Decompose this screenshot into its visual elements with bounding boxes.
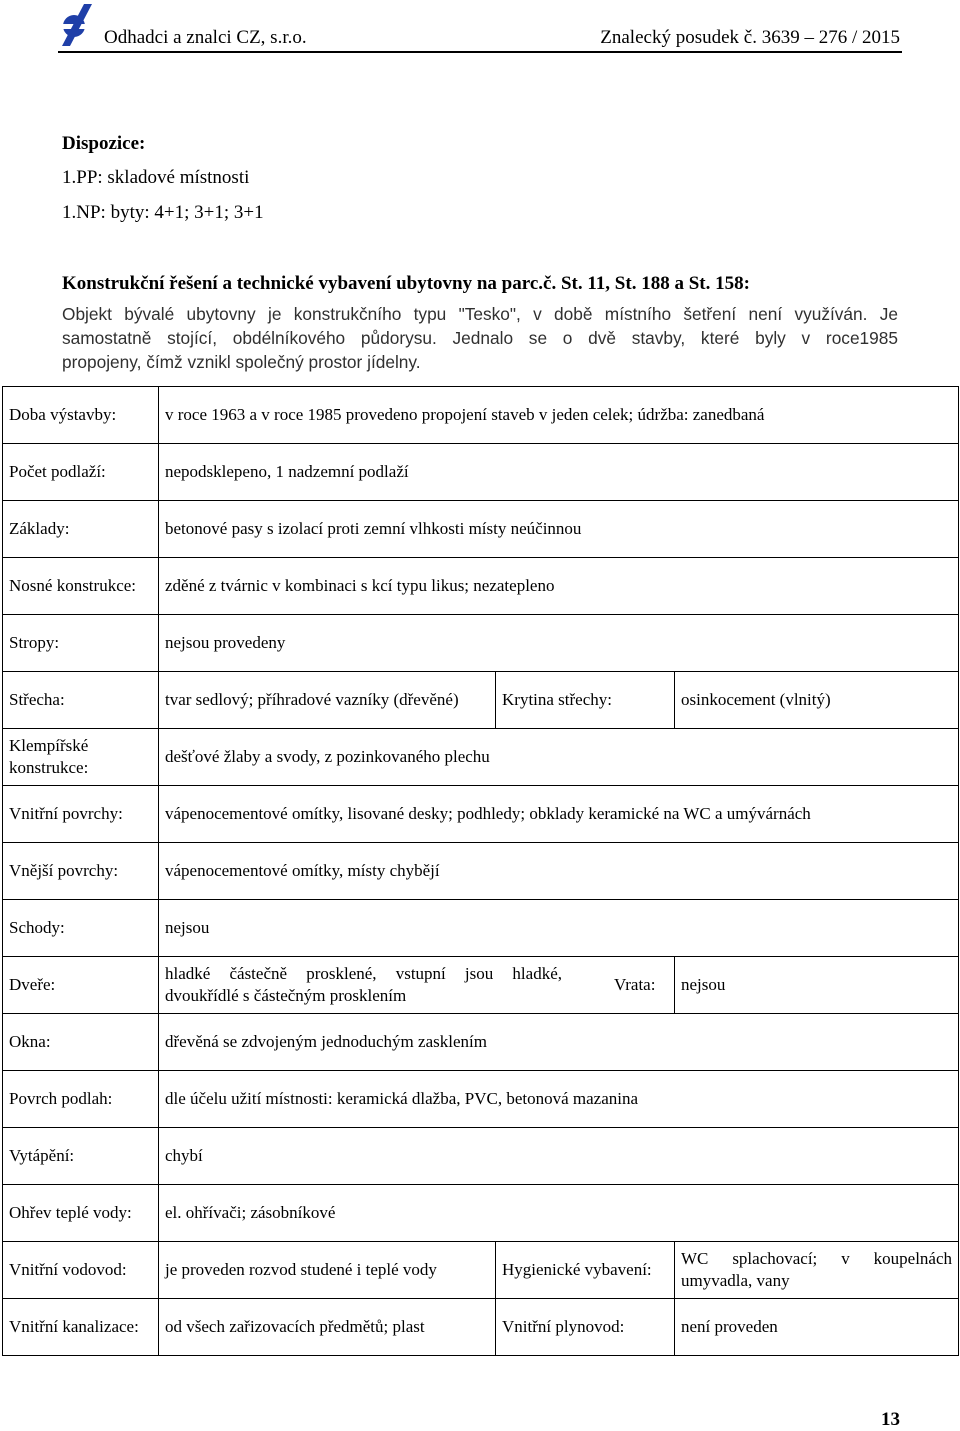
table-row xyxy=(3,672,959,729)
row-value: je proveden rozvod studené i teplé vody xyxy=(159,1242,496,1299)
row-label: Klempířské konstrukce: xyxy=(3,729,159,786)
row-value: nepodsklepeno, 1 nadzemní podlaží xyxy=(159,444,959,501)
row-label: Okna: xyxy=(3,1014,159,1071)
vrata-value: nejsou xyxy=(681,975,726,994)
row-label: Vnitřní plynovod: xyxy=(496,1299,675,1356)
company-logo xyxy=(58,2,94,46)
row-label: Dveře: xyxy=(3,957,159,1014)
row-value: tvar sedlový; příhradové vazníky (dřevěné) xyxy=(159,672,496,729)
report-number: Znalecký posudek č. 3639 – 276 / 2015 xyxy=(600,27,900,48)
hygienicke-line: WC splachovací; v koupelnách xyxy=(681,1249,953,1268)
row-label: Počet podlaží: xyxy=(3,444,159,501)
row-value: dřevěná se zdvojeným jednoduchým zasklením xyxy=(159,1014,959,1071)
row-label: Střecha: xyxy=(3,672,159,729)
row-label: Nosné konstrukce: xyxy=(3,558,159,615)
row-label: Vytápění: xyxy=(3,1128,159,1185)
row-value xyxy=(614,957,959,1014)
page-number: 13 xyxy=(881,1409,900,1430)
table-row xyxy=(3,843,959,900)
row-value: vápenocementové omítky, místy chybějí xyxy=(159,843,959,900)
table-row xyxy=(3,900,959,957)
row-label: Vrata: xyxy=(614,975,656,994)
table-row xyxy=(3,957,959,1014)
hygienicke-line: umyvadla, vany xyxy=(681,1271,790,1290)
table-row xyxy=(3,444,959,501)
row-value: betonové pasy s izolací proti zemní vlhkosti místy neúčinnou xyxy=(159,501,959,558)
row-value: od všech zařizovacích předmětů; plast xyxy=(159,1299,496,1356)
table-row xyxy=(3,1242,959,1299)
row-value: vápenocementové omítky, lisované desky; podhledy; obklady keramické na WC a umývárnách xyxy=(159,786,959,843)
row-label: Povrch podlah: xyxy=(3,1071,159,1128)
dispozice-line: 1.NP: byty: 4+1; 3+1; 3+1 xyxy=(62,202,264,223)
row-label: Schody: xyxy=(3,900,159,957)
row-value: v roce 1963 a v roce 1985 provedeno propojení staveb v jeden celek; údržba: zanedbaná xyxy=(159,387,959,444)
table-row xyxy=(3,1299,959,1356)
row-value: nejsou provedeny xyxy=(159,615,959,672)
dispozice-title: Dispozice: xyxy=(62,133,146,154)
construction-title: Konstrukční řešení a technické vybavení ubytovny na parc.č. St. 11, St. 188 a St. 158: xyxy=(62,273,750,294)
table-row xyxy=(3,786,959,843)
row-label: Krytina střechy: xyxy=(496,672,675,729)
dispozice-line: 1.PP: skladové místnosti xyxy=(62,167,250,188)
table-row xyxy=(3,501,959,558)
table-row xyxy=(3,1071,959,1128)
row-value: nejsou xyxy=(159,900,959,957)
row-value xyxy=(159,957,675,1014)
paragraph-line: Objekt bývalé ubytovny je konstrukčního typu "Tesko", v době místního šetření není využíván. Je xyxy=(62,304,898,324)
table-row xyxy=(3,1014,959,1071)
company-name: Odhadci a znalci CZ, s.r.o. xyxy=(104,27,307,48)
row-value: dle účelu užití místnosti: keramická dlažba, PVC, betonová mazanina xyxy=(159,1071,959,1128)
row-value: chybí xyxy=(159,1128,959,1185)
row-label: Vnitřní kanalizace: xyxy=(3,1299,159,1356)
dvere-line: hladké částečně prosklené, vstupní jsou hladké, xyxy=(165,964,562,983)
row-value: zděné z tvárnic v kombinaci s kcí typu likus; nezatepleno xyxy=(159,558,959,615)
header-divider xyxy=(58,51,902,53)
paragraph-line: propojeny, čímž vznikl společný prostor jídelny. xyxy=(62,352,421,372)
row-label: Vnitřní povrchy: xyxy=(3,786,159,843)
row-label: Základy: xyxy=(3,501,159,558)
paragraph-line: samostatně stojící, obdélníkového půdorysu. Jednalo se o dvě stavby, které byly v roce1985 xyxy=(62,328,898,348)
page-header xyxy=(0,0,960,54)
row-label: Vnější povrchy: xyxy=(3,843,159,900)
table-row xyxy=(3,1128,959,1185)
row-value: není proveden xyxy=(675,1299,959,1356)
row-label: Stropy: xyxy=(3,615,159,672)
row-label: Doba výstavby: xyxy=(3,387,159,444)
construction-paragraph xyxy=(62,302,898,374)
row-label: Ohřev teplé vody: xyxy=(3,1185,159,1242)
row-value: el. ohřívači; zásobníkové xyxy=(159,1185,959,1242)
table-row xyxy=(3,729,959,786)
table-row xyxy=(3,615,959,672)
row-value: osinkocement (vlnitý) xyxy=(675,672,959,729)
construction-table xyxy=(2,386,959,1356)
row-label: Hygienické vybavení: xyxy=(496,1242,675,1299)
table-row xyxy=(3,387,959,444)
row-value xyxy=(675,1242,959,1299)
dvere-line: dvoukřídlé s částečným prosklením xyxy=(165,986,407,1005)
row-label: Vnitřní vodovod: xyxy=(3,1242,159,1299)
table-row xyxy=(3,1185,959,1242)
table-row xyxy=(3,558,959,615)
row-value: dešťové žlaby a svody, z pozinkovaného plechu xyxy=(159,729,959,786)
